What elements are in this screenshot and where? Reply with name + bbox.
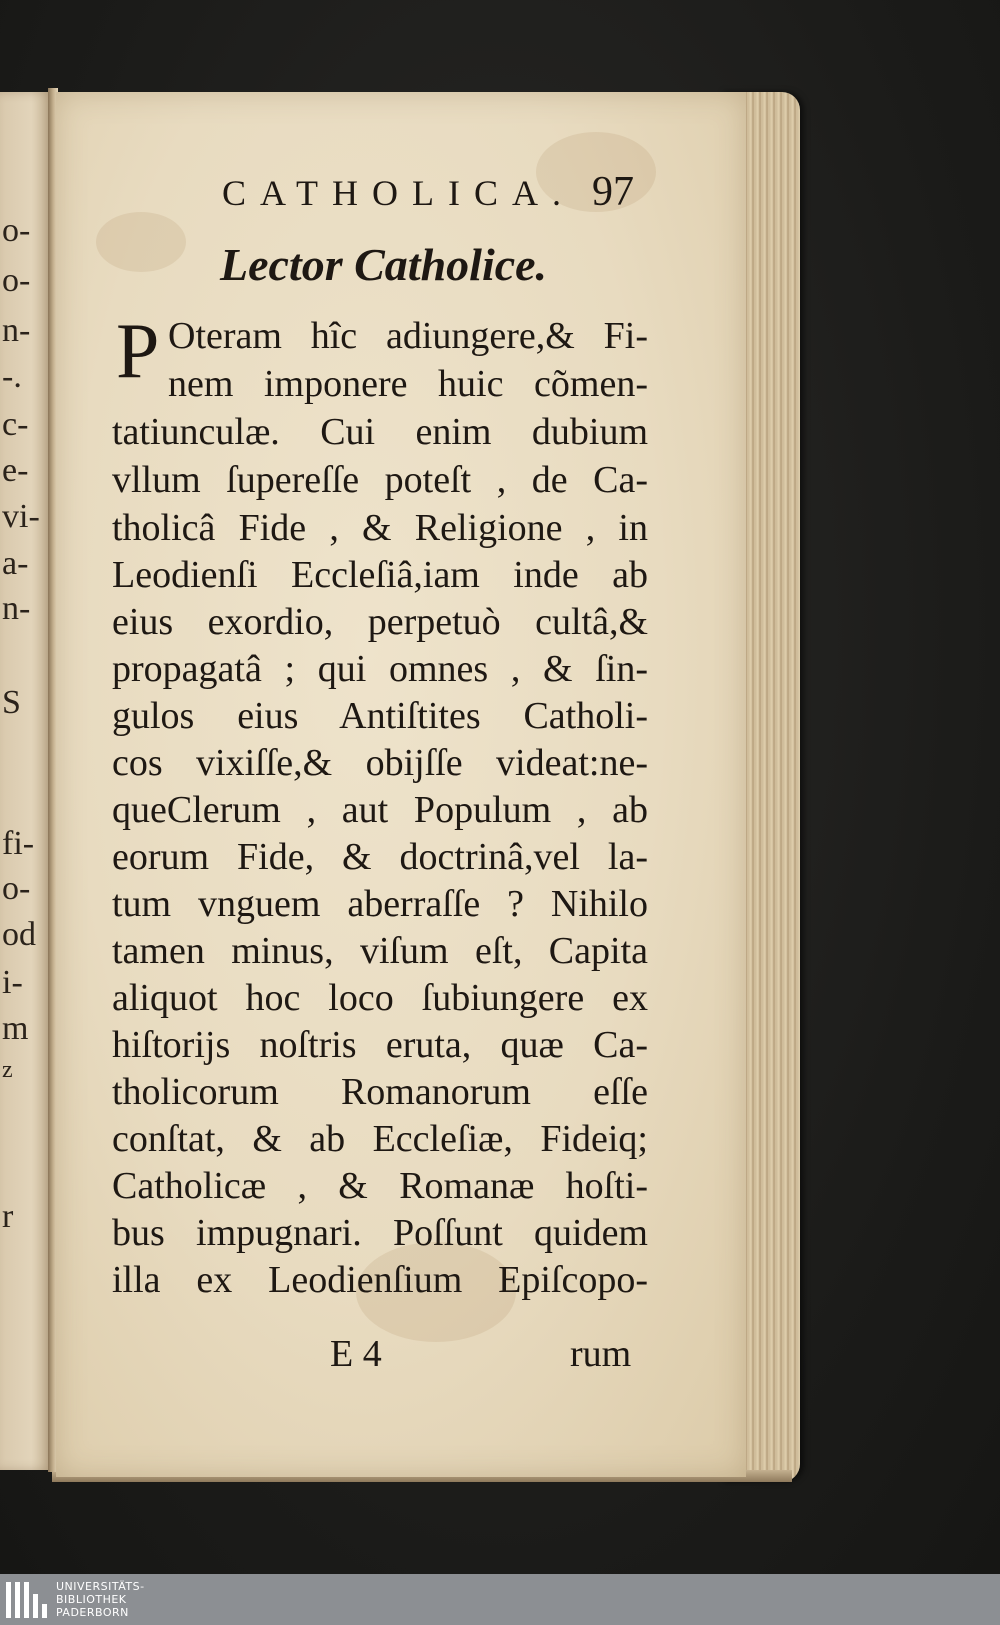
signature-mark: E 4 [330,1333,382,1375]
text-line: cos vixiſſe,& obijſſe videat:ne- [112,742,648,784]
text-line: illa ex Leodienſium Epiſcopo- [112,1259,648,1301]
footer-bar [0,1574,1000,1625]
left-page-fragment: a- [2,545,29,582]
left-page-fragment: i- [2,964,23,1001]
left-page-fragment: -. [2,358,22,395]
library-logo-text [56,1580,145,1619]
left-page-fragment: r [2,1198,14,1235]
text-line: eorum Fide, & doctrinâ,vel la- [112,836,648,878]
text-line: eius exordio, perpetuò cultâ,& [112,601,648,643]
text-line: Oteram hîc adiungere,& Fi- [168,315,648,357]
previous-page-edge [0,92,52,1470]
text-line: propagatâ ; qui omnes , & ſin- [112,648,648,690]
running-head: CATHOLICA. [222,173,575,213]
logo-line: UNIVERSITÄTS- [56,1580,145,1593]
text-line: vllum ſupereſſe poteſt , de Ca- [112,459,648,501]
text-line: queClerum , aut Populum , ab [112,789,648,831]
logo-line: PADERBORN [56,1606,129,1619]
text-line: tamen minus, viſum eſt, Capita [112,930,648,972]
left-page-fragment: S [2,684,21,721]
paper-stain [96,212,186,272]
section-heading: Lector Catholice. [220,239,548,290]
text-line: hiſtorijs noſtris eruta, quæ Ca- [112,1024,648,1066]
left-page-fragment: m [2,1010,29,1047]
left-page-fragment: o- [2,212,31,249]
left-page-fragment: o- [2,262,31,299]
library-logo-icon [6,1582,48,1618]
catchword: rum [570,1333,632,1375]
left-page-fragment: o- [2,870,31,907]
text-line: tum vnguem aberraſſe ? Nihilo [112,883,648,925]
left-page-fragment: fi- [2,825,35,862]
text-line: Leodienſi Eccleſiâ,iam inde ab [112,554,648,596]
text-line: Catholicæ , & Romanæ hoſti- [112,1165,648,1207]
text-line: bus impugnari. Poſſunt quidem [112,1212,648,1254]
text-line: nem imponere huic cõmen- [168,363,648,405]
text-line: tholicorum Romanorum eſſe [112,1071,648,1113]
logo-line: BIBLIOTHEK [56,1593,127,1606]
page-number: 97 [592,169,634,215]
left-page-fragment: e- [2,452,29,489]
text-line: tatiunculæ. Cui enim dubium [112,411,648,453]
left-page-fragment: z [2,1057,13,1083]
left-page-fragment: c- [2,406,29,443]
left-page-fragment: vi- [2,498,40,535]
left-page-fragment: n- [2,312,31,349]
left-page-fragment: od [2,916,36,953]
drop-cap: P [116,307,160,394]
left-page-fragment: n- [2,590,31,627]
text-line: gulos eius Antiſtites Catholi- [112,695,648,737]
text-line: tholicâ Fide , & Religione , in [112,507,648,549]
text-line: aliquot hoc loco ſubiungere ex [112,977,648,1019]
text-line: conſtat, & ab Eccleſiæ, Fideiq; [112,1118,648,1160]
